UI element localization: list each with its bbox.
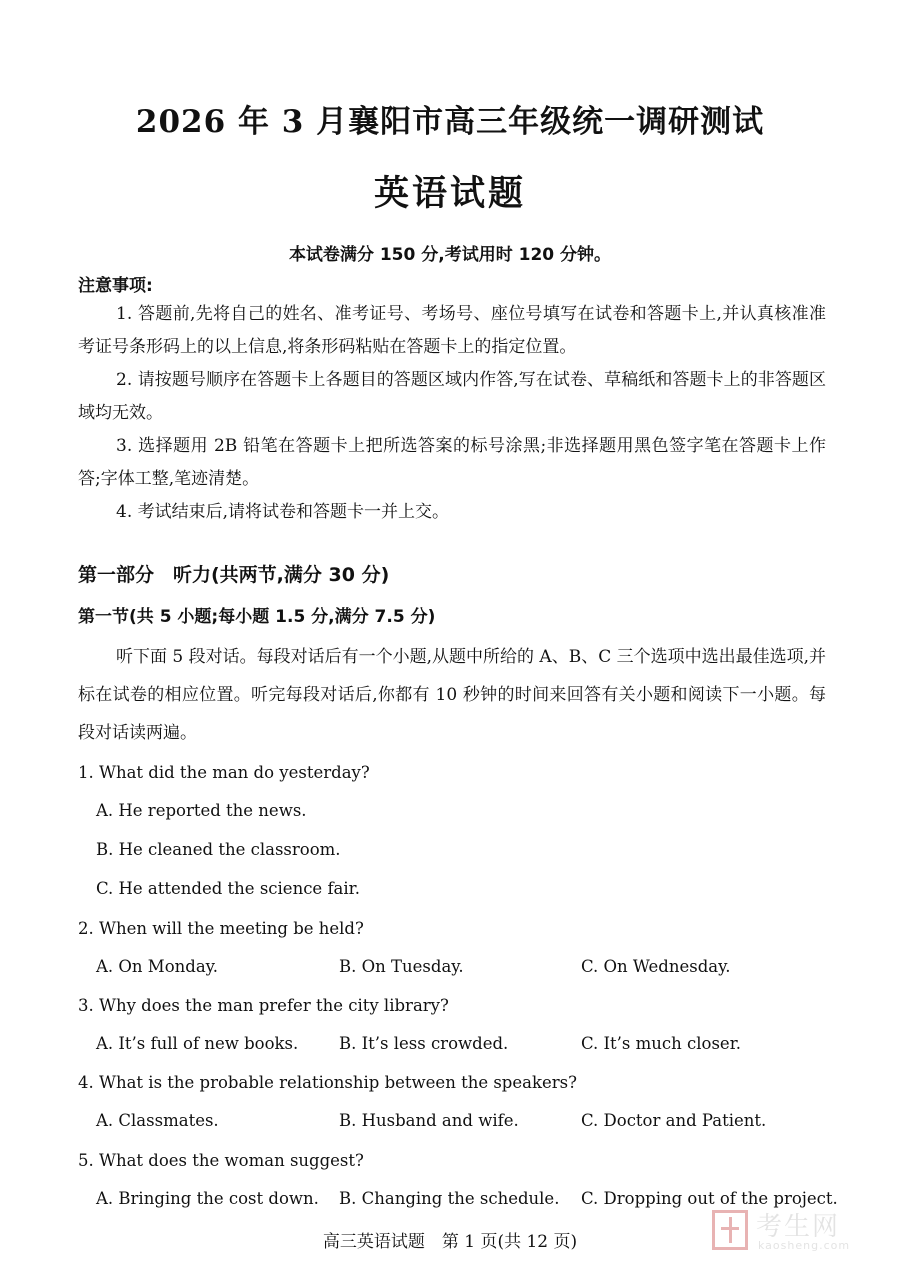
option-a: A. Bringing the cost down.: [96, 1189, 319, 1208]
question-stem: 4. What is the probable relationship between the speakers?: [78, 1073, 577, 1092]
notice-list: [78, 298, 826, 529]
question-stem: 5. What does the woman suggest?: [78, 1151, 364, 1170]
question-4: [78, 1064, 838, 1140]
option-a: A. On Monday.: [96, 957, 219, 976]
notice-item-2: 2. 请按题号顺序在答题卡上各题目的答题区域内作答,写在试卷、草稿纸和答题卡上的非答题区域均无效。: [78, 370, 826, 423]
question-2: [78, 910, 838, 986]
option-c: C. Dropping out of the project.: [581, 1189, 838, 1208]
option-b: B. Husband and wife.: [339, 1111, 519, 1130]
section-one-title: 第一节(共 5 小题;每小题 1.5 分,满分 7.5 分): [78, 607, 436, 627]
question-stem: 3. Why does the man prefer the city library?: [78, 996, 449, 1015]
option-b: B. It’s less crowded.: [339, 1034, 509, 1053]
option-b: B. He cleaned the classroom.: [96, 840, 341, 859]
option-c: C. He attended the science fair.: [96, 879, 360, 898]
option-a: A. Classmates.: [96, 1111, 219, 1130]
option-c: C. Doctor and Patient.: [581, 1111, 767, 1130]
listening-instructions: 听下面 5 段对话。每段对话后有一个小题,从题中所给的 A、B、C 三个选项中选出最佳选项,并标在试卷的相应位置。听完每段对话后,你都有 10 秒钟的时间来回答有关小题和阅读下一小题。每段对话读两遍。: [78, 647, 827, 743]
question-stem: 2. When will the meeting be held?: [78, 919, 364, 938]
notice-heading: 注意事项:: [78, 276, 153, 296]
exam-title: 2026 年 3 月襄阳市高三年级统一调研测试: [135, 104, 765, 140]
notice-item-4: 4. 考试结束后,请将试卷和答题卡一并上交。: [116, 502, 450, 522]
question-3: [78, 987, 838, 1063]
option-a: A. It’s full of new books.: [96, 1034, 299, 1053]
watermark-url: kaosheng.com: [758, 1239, 851, 1252]
option-b: B. Changing the schedule.: [339, 1189, 560, 1208]
exam-info: 本试卷满分 150 分,考试用时 120 分钟。: [288, 245, 612, 265]
notice-item-1: 1. 答题前,先将自己的姓名、准考证号、考场号、座位号填写在试卷和答题卡上,并认真核准准考证号条形码上的以上信息,将条形码粘贴在答题卡上的指定位置。: [78, 304, 826, 357]
option-b: B. On Tuesday.: [339, 957, 464, 976]
question-stem: 1. What did the man do yesterday?: [78, 763, 370, 782]
kaosheng-logo-icon: [712, 1210, 748, 1250]
watermark-name: 考生网: [756, 1212, 841, 1242]
question-options: [78, 1102, 838, 1140]
question-options: [78, 792, 838, 909]
question-options: [78, 948, 838, 986]
watermark: [712, 1206, 872, 1256]
subject-title: 英语试题: [373, 174, 526, 214]
option-a: A. He reported the news.: [96, 801, 307, 820]
question-options: [78, 1025, 838, 1063]
option-c: C. It’s much closer.: [581, 1034, 742, 1053]
option-c: C. On Wednesday.: [581, 957, 731, 976]
notice-item-3: 3. 选择题用 2B 铅笔在答题卡上把所选答案的标号涂黑;非选择题用黑色签字笔在答题卡上作答;字体工整,笔迹清楚。: [78, 436, 826, 489]
part-one-title: 第一部分 听力(共两节,满分 30 分): [78, 564, 390, 586]
question-1: [78, 754, 838, 909]
page-footer: 高三英语试题 第 1 页(共 12 页): [322, 1232, 578, 1252]
